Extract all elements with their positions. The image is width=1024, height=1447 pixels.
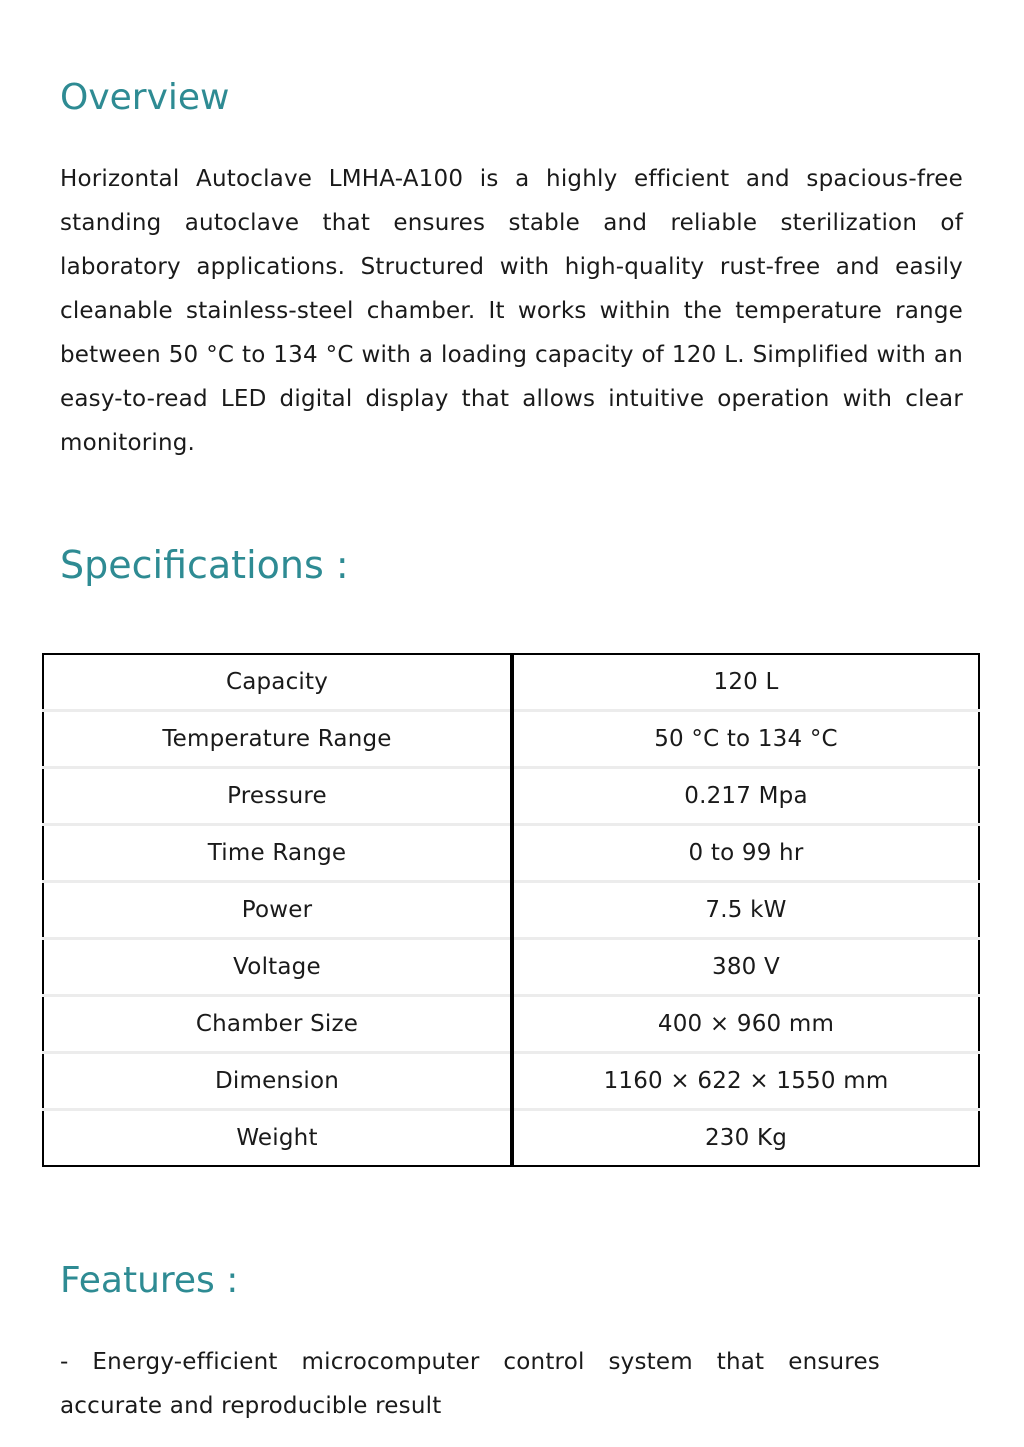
table-row: [43, 1053, 979, 1110]
spec-value: 0 to 99 hr: [512, 825, 979, 882]
table-row: [43, 1110, 979, 1167]
spec-value: 380 V: [512, 939, 979, 996]
spec-label: Voltage: [43, 939, 512, 996]
spec-label: Time Range: [43, 825, 512, 882]
overview-paragraph: Horizontal Autoclave LMHA-A100 is a highly efficient and spacious-free standing autoclave that ensures stable and reliable sterilization of laboratory applications. Structured with high-quality rust-free and easily cleanable stainless-steel chamber. It works within the temperature range between 50 °C to 134 °C with a loading capacity of 120 L. Simplified with an easy-to-read LED digital display that allows intuitive operation with clear monitoring.: [60, 166, 963, 456]
feature-item: - Energy-efficient microcomputer control system that ensures accurate and reproducible result: [60, 1349, 880, 1419]
specifications-table: [42, 653, 980, 1167]
spec-value: 120 L: [713, 669, 779, 695]
spec-value: 50 °C to 134 °C: [512, 711, 979, 768]
spec-value: 400 × 960 mm: [512, 996, 979, 1053]
features-heading: Features :: [60, 1260, 239, 1301]
table-row: [43, 825, 979, 882]
spec-value: 0.217 Mpa: [512, 768, 979, 825]
spec-label: Capacity: [43, 654, 512, 711]
spec-label: Dimension: [43, 1053, 512, 1110]
table-row: [43, 654, 979, 711]
spec-label: Weight: [43, 1110, 512, 1167]
table-row: [43, 882, 979, 939]
table-row: [43, 711, 979, 768]
spec-value: 7.5 kW: [512, 882, 979, 939]
spec-label: Temperature Range: [43, 711, 512, 768]
table-row: [43, 939, 979, 996]
table-row: [43, 768, 979, 825]
specifications-heading: Specifications :: [60, 543, 349, 587]
spec-label: Pressure: [43, 768, 512, 825]
spec-value: 230 Kg: [512, 1110, 979, 1167]
spec-label: Power: [43, 882, 512, 939]
overview-heading: Overview: [60, 77, 230, 118]
table-row: [43, 996, 979, 1053]
spec-label: Chamber Size: [43, 996, 512, 1053]
spec-value: 1160 × 622 × 1550 mm: [512, 1053, 979, 1110]
